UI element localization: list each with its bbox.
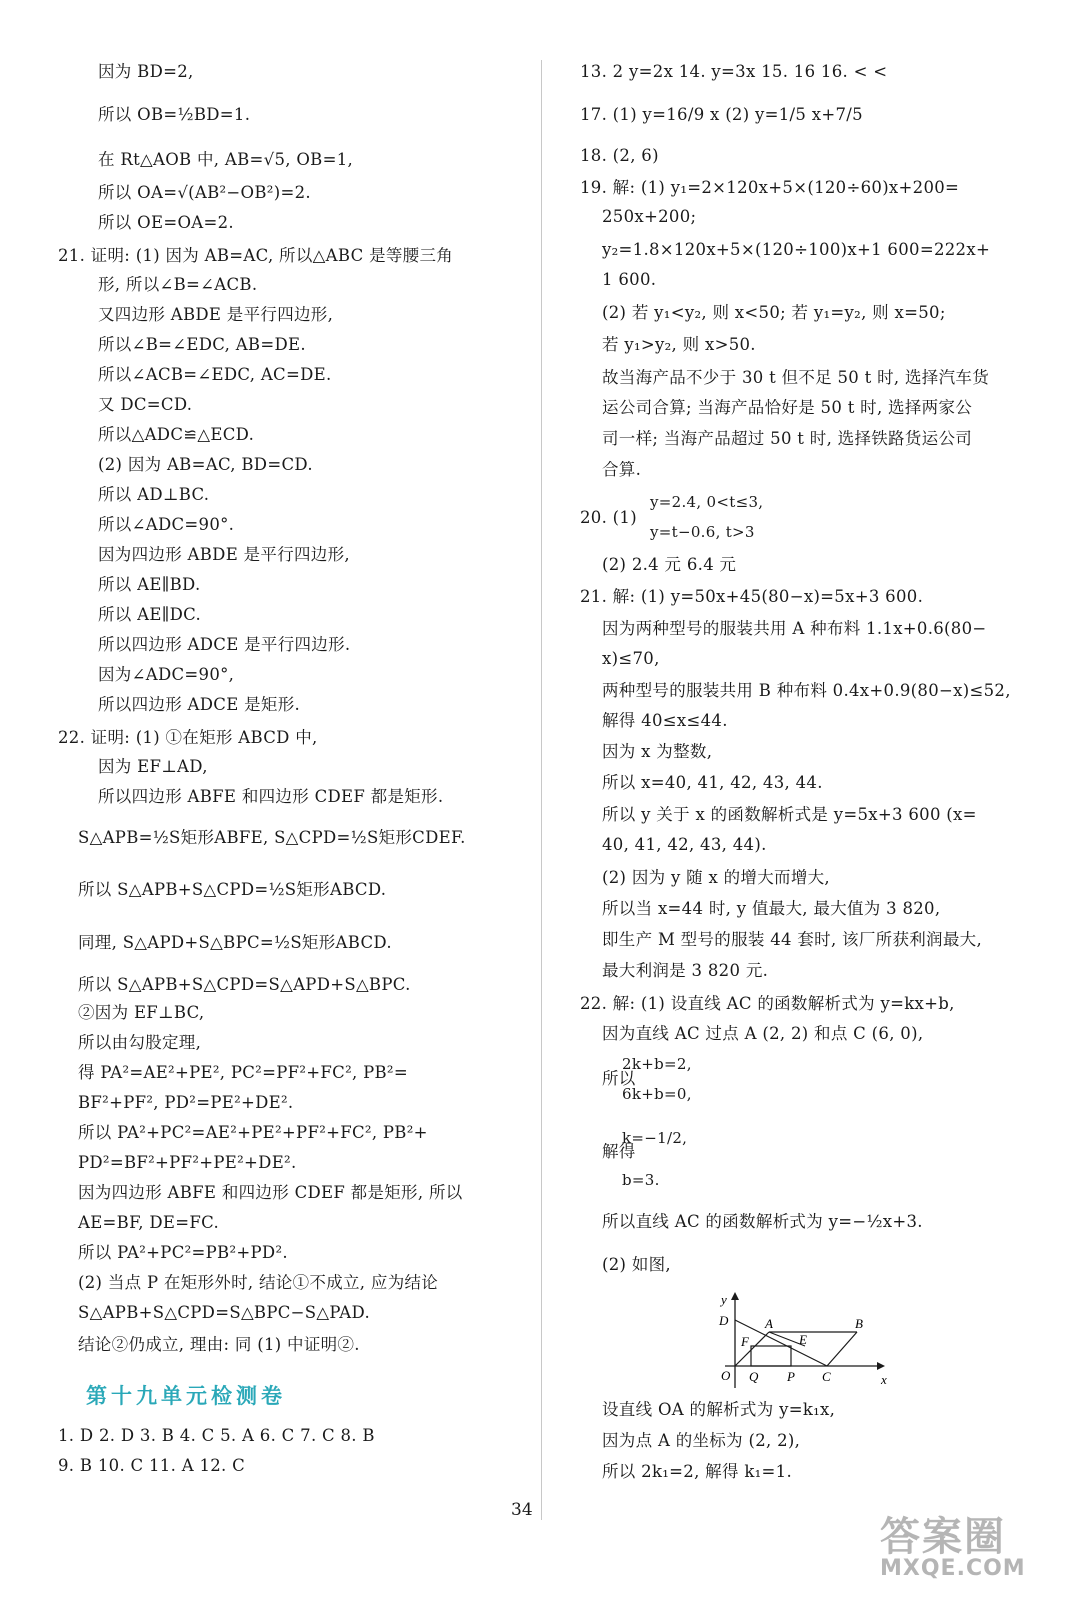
right-line: 21. 解: (1) y=50x+45(80−x)=5x+3 600.: [580, 587, 924, 606]
right-line: 所以 2k₁=2, 解得 k₁=1.: [602, 1462, 792, 1481]
left-line: 因为四边形 ABFE 和四边形 CDEF 都是矩形, 所以: [78, 1183, 463, 1202]
label-e: E: [799, 1332, 807, 1347]
left-line: 形, 所以∠B=∠ACB.: [98, 275, 258, 294]
left-line: 所以 OE=OA=2.: [98, 213, 234, 232]
left-line: BF²+PF², PD²=PE²+DE².: [78, 1093, 294, 1112]
right-line: 合算.: [602, 460, 642, 479]
label-f: F: [741, 1334, 749, 1349]
right-line: 解得: [602, 1142, 636, 1161]
left-line: 所以 PA²+PC²=AE²+PE²+PF²+FC², PB²+: [78, 1123, 428, 1142]
left-line: 所以∠ACB=∠EDC, AC=DE.: [98, 365, 332, 384]
right-line: 最大利润是 3 820 元.: [602, 961, 769, 980]
right-line: 设直线 OA 的解析式为 y=k₁x,: [602, 1400, 836, 1419]
line-bc: [827, 1332, 857, 1366]
right-line: (2) 若 y₁<y₂, 则 x<50; 若 y₁=y₂, 则 x=50;: [602, 303, 946, 322]
right-line: 6k+b=0,: [622, 1085, 692, 1103]
left-line: 所以∠B=∠EDC, AB=DE.: [98, 335, 306, 354]
left-line: 又 DC=CD.: [98, 395, 193, 414]
label-c: C: [822, 1369, 831, 1384]
left-line: 因为四边形 ABDE 是平行四边形,: [98, 545, 350, 564]
right-line: 所以 y 关于 x 的函数解析式是 y=5x+3 600 (x=: [602, 805, 977, 824]
left-line: S△APB=½S矩形ABFE, S△CPD=½S矩形CDEF.: [78, 828, 466, 847]
left-line: 所以∠ADC=90°.: [98, 515, 235, 534]
watermark-text-top: 答案圈: [880, 1514, 1006, 1560]
right-line: 两种型号的服装共用 B 种布料 0.4x+0.9(80−x)≤52,: [602, 681, 1011, 700]
right-line: 所以: [602, 1069, 636, 1088]
left-line: 因为 BD=2,: [98, 62, 194, 81]
left-line: 因为 EF⊥AD,: [98, 757, 208, 776]
right-line: 20. (1): [580, 508, 637, 527]
label-q: Q: [749, 1369, 759, 1384]
page-number: 34: [511, 1500, 533, 1520]
right-line: 250x+200;: [602, 207, 697, 226]
coordinate-figure: [705, 1288, 895, 1393]
left-line: S△APB+S△CPD=S△BPC−S△PAD.: [78, 1303, 370, 1322]
right-line: 所以直线 AC 的函数解析式为 y=−½x+3.: [602, 1212, 923, 1231]
left-line: 所以 OA=√(AB²−OB²)=2.: [98, 183, 311, 202]
left-line: 在 Rt△AOB 中, AB=√5, OB=1,: [98, 150, 354, 169]
y-axis-arrow: [731, 1292, 739, 1300]
right-line: 所以当 x=44 时, y 值最大, 最大值为 3 820,: [602, 899, 941, 918]
left-line: 所以 PA²+PC²=PB²+PD².: [78, 1243, 288, 1262]
left-line: (2) 当点 P 在矩形外时, 结论①不成立, 应为结论: [78, 1273, 439, 1292]
right-line: 17. (1) y=16/9 x (2) y=1/5 x+7/5: [580, 105, 863, 124]
label-o: O: [721, 1368, 731, 1383]
left-line: 所以由勾股定理,: [78, 1033, 202, 1052]
column-divider: [541, 60, 542, 1520]
left-line: 所以 AE∥DC.: [98, 605, 202, 624]
rect-fqpe: [751, 1346, 791, 1366]
right-line: 2k+b=2,: [622, 1055, 692, 1073]
right-line: 即生产 M 型号的服装 44 套时, 该厂所获利润最大,: [602, 930, 983, 949]
right-line: 因为直线 AC 过点 A (2, 2) 和点 C (6, 0),: [602, 1024, 924, 1043]
left-line: AE=BF, DE=FC.: [78, 1213, 220, 1232]
label-y: y: [721, 1292, 727, 1307]
right-line: 所以 x=40, 41, 42, 43, 44.: [602, 773, 823, 792]
right-line: b=3.: [622, 1171, 660, 1189]
left-line: 所以 AD⊥BC.: [98, 485, 210, 504]
right-line: 故当海产品不少于 30 t 但不足 50 t 时, 选择汽车货: [602, 368, 990, 387]
x-axis-arrow: [877, 1362, 885, 1370]
left-line: 9. B 10. C 11. A 12. C: [58, 1456, 246, 1475]
label-x: x: [881, 1372, 887, 1387]
label-p: P: [787, 1369, 795, 1384]
left-line: 1. D 2. D 3. B 4. C 5. A 6. C 7. C 8. B: [58, 1426, 375, 1445]
right-line: 1 600.: [602, 270, 657, 289]
label-d: D: [719, 1313, 729, 1328]
left-line: 21. 证明: (1) 因为 AB=AC, 所以△ABC 是等腰三角: [58, 246, 454, 265]
section-heading: 第十九单元检测卷: [86, 1384, 286, 1408]
label-a: A: [765, 1316, 773, 1331]
right-line: x)≤70,: [602, 649, 660, 668]
left-line: 得 PA²=AE²+PE², PC²=PF²+FC², PB²=: [78, 1063, 408, 1082]
right-line: 因为点 A 的坐标为 (2, 2),: [602, 1431, 801, 1450]
right-line: 19. 解: (1) y₁=2×120x+5×(120÷60)x+200=: [580, 178, 960, 197]
left-line: (2) 因为 AB=AC, BD=CD.: [98, 455, 313, 474]
left-line: 同理, S△APD+S△BPC=½S矩形ABCD.: [78, 933, 392, 952]
right-line: 因为两种型号的服装共用 A 种布料 1.1x+0.6(80−: [602, 619, 987, 638]
left-line: 因为∠ADC=90°,: [98, 665, 235, 684]
right-line: y=2.4, 0<t≤3,: [650, 493, 764, 511]
left-line: 所以四边形 ADCE 是矩形.: [98, 695, 301, 714]
left-line: ②因为 EF⊥BC,: [78, 1003, 205, 1022]
right-line: k=−1/2,: [622, 1129, 688, 1147]
left-line: 所以 S△APB+S△CPD=½S矩形ABCD.: [78, 880, 387, 899]
right-line: (2) 因为 y 随 x 的增大而增大,: [602, 868, 830, 887]
right-line: 运公司合算; 当海产品恰好是 50 t 时, 选择两家公: [602, 398, 973, 417]
label-b: B: [855, 1316, 863, 1331]
left-line: 又四边形 ABDE 是平行四边形,: [98, 305, 334, 324]
left-line: 所以△ADC≌△ECD.: [98, 425, 255, 444]
right-line: 因为 x 为整数,: [602, 742, 713, 761]
left-line: 所以四边形 ABFE 和四边形 CDEF 都是矩形.: [98, 787, 444, 806]
right-line: 18. (2, 6): [580, 146, 659, 165]
left-line: 所以 S△APB+S△CPD=S△APD+S△BPC.: [78, 975, 411, 994]
left-line: 结论②仍成立, 理由: 同 (1) 中证明②.: [78, 1335, 360, 1354]
right-line: 22. 解: (1) 设直线 AC 的函数解析式为 y=kx+b,: [580, 994, 955, 1013]
right-line: (2) 如图,: [602, 1255, 671, 1274]
watermark-logo: [880, 1505, 1050, 1595]
left-line: 22. 证明: (1) ①在矩形 ABCD 中,: [58, 728, 318, 747]
watermark-text-bottom: MXQE.COM: [880, 1556, 1026, 1581]
left-line: 所以 OB=½BD=1.: [98, 105, 251, 124]
right-line: (2) 2.4 元 6.4 元: [602, 555, 737, 574]
right-line: 40, 41, 42, 43, 44).: [602, 835, 767, 854]
right-line: 若 y₁>y₂, 则 x>50.: [602, 335, 756, 354]
left-line: 所以 AE∥BD.: [98, 575, 201, 594]
right-line: 13. 2 y=2x 14. y=3x 15. 16 16. < <: [580, 62, 888, 81]
left-line: 所以四边形 ADCE 是平行四边形.: [98, 635, 351, 654]
right-line: 解得 40≤x≤44.: [602, 711, 728, 730]
right-line: 司一样; 当海产品超过 50 t 时, 选择铁路货运公司: [602, 429, 973, 448]
right-line: y=t−0.6, t>3: [650, 523, 755, 541]
right-line: y₂=1.8×120x+5×(120÷100)x+1 600=222x+: [602, 240, 991, 259]
left-line: PD²=BF²+PF²+PE²+DE².: [78, 1153, 297, 1172]
